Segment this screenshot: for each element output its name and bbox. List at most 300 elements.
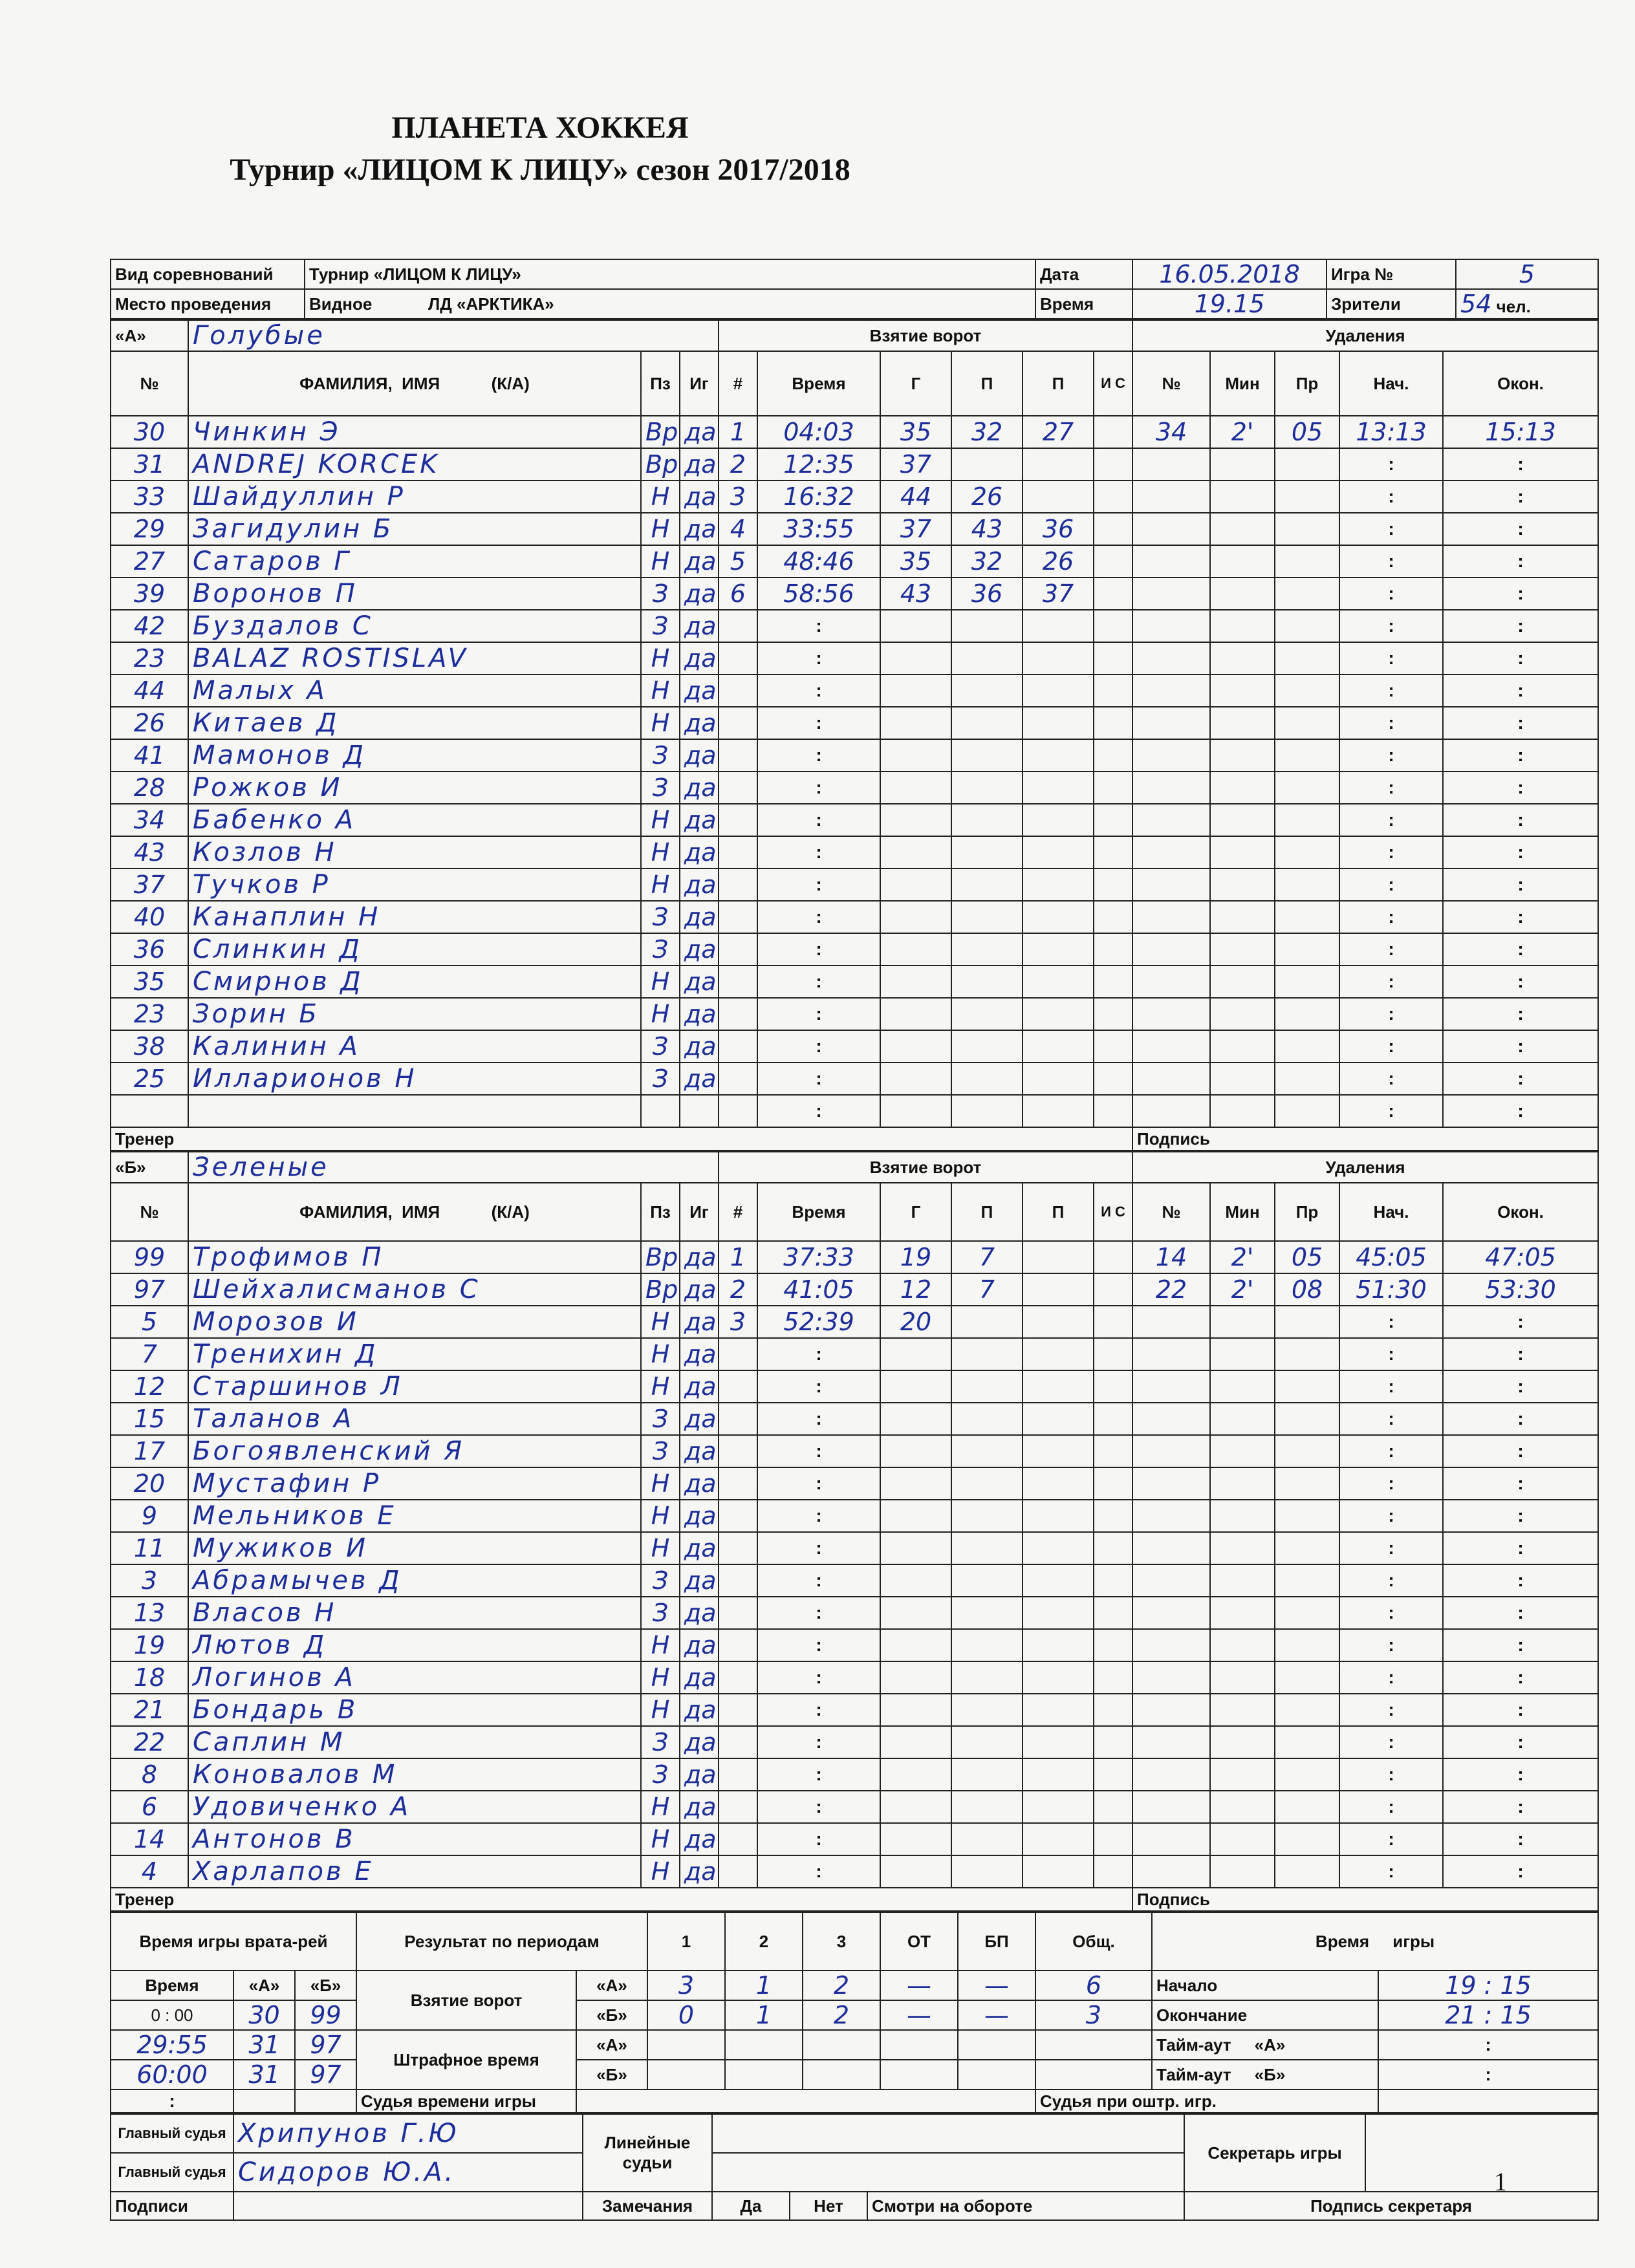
penalty-minutes [1210, 1823, 1275, 1855]
penalty-minutes [1210, 836, 1275, 869]
penalty-start: 45:05 [1339, 1241, 1443, 1273]
penalty-start: 51:30 [1339, 1273, 1443, 1306]
goal-is [1094, 1435, 1132, 1467]
goal-is [1094, 707, 1132, 739]
goal-is [1094, 1306, 1132, 1338]
secretary-label: Секретарь игры [1184, 2114, 1365, 2192]
penalty-reason [1275, 1467, 1339, 1500]
goal-scorer [880, 1435, 951, 1467]
player-name: Мельников Е [188, 1500, 641, 1532]
goal-time: : [757, 707, 880, 739]
linesmen-1 [712, 2114, 1184, 2153]
player-number: 27 [111, 545, 188, 578]
penalty-minutes: 2' [1210, 1241, 1275, 1273]
player-position: З [641, 739, 680, 772]
penalty-number: 34 [1132, 416, 1210, 448]
player-position: З [641, 578, 680, 610]
penalty-minutes [1210, 1095, 1275, 1127]
penalty-end: : [1443, 1095, 1598, 1127]
goal-assist-2 [1023, 1532, 1094, 1564]
pen-b-cell [880, 2060, 958, 2090]
goal-is [1094, 545, 1132, 578]
goal-assist-2 [1023, 1791, 1094, 1823]
goal-index [719, 1629, 757, 1661]
penalty-start: : [1339, 1597, 1443, 1629]
goal-index [719, 1403, 757, 1435]
goal-assist-2 [1023, 869, 1094, 901]
team-b-table [110, 1151, 1599, 1912]
penalty-start: : [1339, 545, 1443, 578]
player-name: Шайдуллин Р [188, 481, 641, 513]
goal-time: : [757, 1597, 880, 1629]
player-number: 23 [111, 642, 188, 675]
goal-assist-2 [1023, 1273, 1094, 1306]
goal-scorer [880, 610, 951, 642]
goal-assist-1 [951, 1435, 1023, 1467]
player-played: да [680, 1241, 719, 1273]
goal-assist-2 [1023, 1661, 1094, 1694]
period-2: 2 [725, 1912, 803, 1971]
goal-index: 5 [719, 545, 757, 578]
player-row [111, 1823, 1598, 1855]
goal-scorer: 37 [880, 448, 951, 481]
penalty-number [1132, 578, 1210, 610]
player-name: Козлов Н [188, 836, 641, 869]
player-number: 14 [111, 1823, 188, 1855]
player-position: Вр [641, 416, 680, 448]
time-value: 19.15 [1132, 289, 1326, 319]
goal-scorer [880, 998, 951, 1030]
player-name: Зорин Б [188, 998, 641, 1030]
goal-scorer [880, 1403, 951, 1435]
penalty-end: : [1443, 869, 1598, 901]
goal-is [1094, 1500, 1132, 1532]
penalty-start: : [1339, 1370, 1443, 1403]
goal-time: 52:39 [757, 1306, 880, 1338]
goal-is [1094, 739, 1132, 772]
penalty-reason [1275, 1791, 1339, 1823]
goal-scorer: 37 [880, 513, 951, 545]
goal-time: : [757, 1063, 880, 1095]
penalty-end: : [1443, 545, 1598, 578]
penalty-reason [1275, 1758, 1339, 1791]
game-label: Игра № [1326, 259, 1456, 289]
col-pen-min: Мин [1210, 351, 1275, 416]
penalty-minutes [1210, 610, 1275, 642]
goal-time: 58:56 [757, 578, 880, 610]
penalty-reason [1275, 642, 1339, 675]
penalty-start: : [1339, 1564, 1443, 1597]
player-name: Воронов П [188, 578, 641, 610]
player-position: З [641, 1726, 680, 1758]
goal-is [1094, 836, 1132, 869]
penalty-start: : [1339, 1661, 1443, 1694]
goal-scorer [880, 1726, 951, 1758]
goal-is [1094, 1241, 1132, 1273]
penalty-reason [1275, 1694, 1339, 1726]
player-row [111, 1370, 1598, 1403]
goal-time: 33:55 [757, 513, 880, 545]
goal-assist-1 [951, 933, 1023, 966]
player-name: Тренихин Д [188, 1338, 641, 1370]
penalty-reason [1275, 901, 1339, 933]
player-row [111, 998, 1598, 1030]
goal-assist-2 [1023, 1629, 1094, 1661]
spectators-unit: чел. [1496, 297, 1531, 316]
pen-b-cell [958, 2060, 1035, 2090]
penalty-end: : [1443, 1597, 1598, 1629]
player-row [111, 1791, 1598, 1823]
col-pen-pr: Пр [1275, 351, 1339, 416]
goal-scorer: 12 [880, 1273, 951, 1306]
goal-index [719, 966, 757, 998]
remarks-label: Замечания [583, 2192, 712, 2220]
penalty-reason [1275, 836, 1339, 869]
goal-time: : [757, 1532, 880, 1564]
goal-assist-2 [1023, 1694, 1094, 1726]
player-row [111, 772, 1598, 804]
periods-header: Результат по периодам [356, 1912, 647, 1971]
penalty-reason [1275, 998, 1339, 1030]
player-name: Мамонов Д [188, 739, 641, 772]
player-name: Китаев Д [188, 707, 641, 739]
penalty-reason [1275, 1855, 1339, 1888]
player-row [111, 1403, 1598, 1435]
penalty-minutes [1210, 448, 1275, 481]
penalty-start: : [1339, 1030, 1443, 1063]
goal-time: : [757, 1095, 880, 1127]
goal-index: 4 [719, 513, 757, 545]
col-pen-num: № [1132, 1183, 1210, 1241]
goal-assist-2 [1023, 1564, 1094, 1597]
player-played: да [680, 1338, 719, 1370]
penalty-reason [1275, 1095, 1339, 1127]
gk-row-time: 60:00 [111, 2060, 233, 2090]
player-name: Шейхалисманов С [188, 1273, 641, 1306]
penalty-number [1132, 675, 1210, 707]
penalty-number [1132, 869, 1210, 901]
penalty-start: : [1339, 642, 1443, 675]
penalty-reason [1275, 1030, 1339, 1063]
player-played: да [680, 1467, 719, 1500]
goal-index [719, 1694, 757, 1726]
goal-assist-1 [951, 610, 1023, 642]
penalty-end: : [1443, 1629, 1598, 1661]
goal-scorer: 43 [880, 578, 951, 610]
goal-index: 1 [719, 416, 757, 448]
player-name: Загидулин Б [188, 513, 641, 545]
player-name: Бабенко А [188, 804, 641, 836]
penalty-end: : [1443, 1823, 1598, 1855]
player-name: Тучков Р [188, 869, 641, 901]
goal-scorer [880, 707, 951, 739]
goal-index [719, 1063, 757, 1095]
player-number: 99 [111, 1241, 188, 1273]
penalty-reason [1275, 1661, 1339, 1694]
goal-time: : [757, 1823, 880, 1855]
goal-index [719, 1823, 757, 1855]
gk-row-a [233, 2090, 295, 2113]
player-name: Малых А [188, 675, 641, 707]
player-name: Калинин А [188, 1030, 641, 1063]
goal-assist-1 [951, 1403, 1023, 1435]
player-position: Н [641, 1467, 680, 1500]
goal-is [1094, 998, 1132, 1030]
penalty-number [1132, 513, 1210, 545]
player-row [111, 1532, 1598, 1564]
team-a-signature: Подпись [1132, 1127, 1598, 1150]
pen-a-tag: «А» [576, 2030, 647, 2060]
player-played: да [680, 1694, 719, 1726]
penalty-reason [1275, 545, 1339, 578]
signatures-value [233, 2192, 583, 2220]
goals-a-p1: 3 [647, 1971, 725, 2000]
penalty-number [1132, 1403, 1210, 1435]
penalty-end: : [1443, 448, 1598, 481]
gk-row-a: 31 [233, 2030, 295, 2060]
goal-assist-1 [951, 1532, 1023, 1564]
player-played: да [680, 481, 719, 513]
goal-time: : [757, 1629, 880, 1661]
player-played: да [680, 1661, 719, 1694]
player-played: да [680, 1030, 719, 1063]
remarks-yes: Да [712, 2192, 790, 2220]
goal-assist-1 [951, 772, 1023, 804]
col-pen-pr: Пр [1275, 1183, 1339, 1241]
goal-assist-1 [951, 1467, 1023, 1500]
goal-assist-2 [1023, 642, 1094, 675]
goal-assist-2 [1023, 1726, 1094, 1758]
goal-assist-1 [951, 707, 1023, 739]
player-played: да [680, 836, 719, 869]
end-label: Окончание [1152, 2000, 1378, 2030]
player-played: да [680, 739, 719, 772]
goal-assist-2: 36 [1023, 513, 1094, 545]
penalty-reason [1275, 1435, 1339, 1467]
goal-assist-1 [951, 869, 1023, 901]
player-number: 7 [111, 1338, 188, 1370]
goal-assist-2 [1023, 610, 1094, 642]
penalty-end: : [1443, 804, 1598, 836]
period-total: Общ. [1035, 1912, 1152, 1971]
goal-assist-2 [1023, 1467, 1094, 1500]
player-position: Н [641, 707, 680, 739]
penalty-end: : [1443, 1370, 1598, 1403]
player-number: 4 [111, 1855, 188, 1888]
goal-scorer [880, 1500, 951, 1532]
player-number: 19 [111, 1629, 188, 1661]
penalty-start: : [1339, 1338, 1443, 1370]
goal-is [1094, 1095, 1132, 1127]
goal-assist-2 [1023, 1030, 1094, 1063]
player-row [111, 416, 1598, 448]
goal-assist-1 [951, 1063, 1023, 1095]
player-number: 28 [111, 772, 188, 804]
pen-b-cell [725, 2060, 803, 2090]
player-position: Н [641, 481, 680, 513]
col-is: И С [1094, 351, 1132, 416]
player-played: да [680, 998, 719, 1030]
penalty-number: 22 [1132, 1273, 1210, 1306]
player-position: З [641, 1758, 680, 1791]
player-row [111, 481, 1598, 513]
goal-assist-1 [951, 448, 1023, 481]
penalty-minutes [1210, 1629, 1275, 1661]
penalty-minutes [1210, 869, 1275, 901]
goal-time: : [757, 1791, 880, 1823]
penalty-end: : [1443, 998, 1598, 1030]
player-name: Мустафин Р [188, 1467, 641, 1500]
col-pos: Пз [641, 1183, 680, 1241]
goal-is [1094, 675, 1132, 707]
goal-assist-2 [1023, 1338, 1094, 1370]
linesmen-2 [712, 2153, 1184, 2192]
team-a-penalties-header: Удаления [1132, 320, 1598, 351]
goal-is [1094, 1661, 1132, 1694]
player-row [111, 1661, 1598, 1694]
goal-assist-1 [951, 1597, 1023, 1629]
player-row [111, 448, 1598, 481]
player-name: Саплин М [188, 1726, 641, 1758]
penalty-number [1132, 1661, 1210, 1694]
penalty-start: : [1339, 1694, 1443, 1726]
goals-b-total: 3 [1035, 2000, 1152, 2030]
linesmen-label: Линейные судьи [583, 2114, 712, 2192]
goal-is [1094, 1758, 1132, 1791]
penalty-end: : [1443, 1306, 1598, 1338]
penalty-number [1132, 1758, 1210, 1791]
gk-b-col: «Б» [295, 1971, 356, 2000]
team-a-goals-header: Взятие ворот [719, 320, 1132, 351]
penalty-number [1132, 1532, 1210, 1564]
player-played: да [680, 416, 719, 448]
player-played: да [680, 1532, 719, 1564]
goal-index [719, 1855, 757, 1888]
player-position: Н [641, 1306, 680, 1338]
gk-row-time: 0 : 00 [111, 2000, 233, 2030]
penalty-number [1132, 707, 1210, 739]
goal-assist-2: 27 [1023, 416, 1094, 448]
penalty-number [1132, 1694, 1210, 1726]
goal-index [719, 772, 757, 804]
player-name: Рожков И [188, 772, 641, 804]
player-played: да [680, 675, 719, 707]
player-row [111, 1694, 1598, 1726]
head-ref-label-1: Главный судья [111, 2114, 233, 2153]
penalty-end: : [1443, 1435, 1598, 1467]
goal-scorer [880, 966, 951, 998]
penalty-start: 13:13 [1339, 416, 1443, 448]
penalty-number [1132, 1823, 1210, 1855]
spectators-cell [1456, 289, 1598, 319]
player-position: З [641, 1564, 680, 1597]
goal-scorer [880, 772, 951, 804]
period-so: БП [958, 1912, 1035, 1971]
player-row [111, 513, 1598, 545]
goal-assist-2 [1023, 481, 1094, 513]
goal-assist-1: 32 [951, 416, 1023, 448]
goal-time: : [757, 1500, 880, 1532]
goal-index [719, 1467, 757, 1500]
penalty-number [1132, 1370, 1210, 1403]
goal-index [719, 1532, 757, 1564]
player-position: Н [641, 675, 680, 707]
goal-assist-2: 26 [1023, 545, 1094, 578]
penalty-number [1132, 642, 1210, 675]
penalty-reason [1275, 1532, 1339, 1564]
player-number: 6 [111, 1791, 188, 1823]
goal-assist-2 [1023, 1758, 1094, 1791]
goal-assist-2 [1023, 772, 1094, 804]
goal-assist-2: 37 [1023, 578, 1094, 610]
goals-a-tag: «А» [576, 1971, 647, 2000]
goal-scorer [880, 1370, 951, 1403]
penalty-start: : [1339, 933, 1443, 966]
penalty-end: : [1443, 1063, 1598, 1095]
info-table [110, 259, 1599, 319]
goal-assist-1 [951, 901, 1023, 933]
goal-time: : [757, 1694, 880, 1726]
penalty-reason [1275, 1629, 1339, 1661]
penalty-end: : [1443, 1564, 1598, 1597]
player-row [111, 1726, 1598, 1758]
penalty-end: : [1443, 1338, 1598, 1370]
penalty-minutes [1210, 1370, 1275, 1403]
penalty-end: 47:05 [1443, 1241, 1598, 1273]
goal-assist-1 [951, 836, 1023, 869]
penalty-start: : [1339, 675, 1443, 707]
goal-time: : [757, 804, 880, 836]
player-position: З [641, 901, 680, 933]
player-name: Богоявленский Я [188, 1435, 641, 1467]
goal-assist-1 [951, 1500, 1023, 1532]
penalty-minutes [1210, 1467, 1275, 1500]
goal-index: 3 [719, 481, 757, 513]
player-position: Н [641, 836, 680, 869]
penalty-start: : [1339, 1726, 1443, 1758]
goal-assist-2 [1023, 1095, 1094, 1127]
goal-time: : [757, 1661, 880, 1694]
col-pen-min: Мин [1210, 1183, 1275, 1241]
goal-is [1094, 448, 1132, 481]
goal-index [719, 642, 757, 675]
goal-scorer [880, 675, 951, 707]
goal-is [1094, 1791, 1132, 1823]
penalty-minutes [1210, 1532, 1275, 1564]
goal-scorer [880, 1629, 951, 1661]
goal-assist-2 [1023, 966, 1094, 998]
player-row [111, 1564, 1598, 1597]
time-judge-value [576, 2090, 1035, 2113]
penalty-minutes [1210, 1338, 1275, 1370]
goal-scorer [880, 1095, 951, 1127]
penalty-reason [1275, 610, 1339, 642]
goal-time: : [757, 869, 880, 901]
goal-index [719, 1435, 757, 1467]
goal-is [1094, 1063, 1132, 1095]
goal-assist-2 [1023, 739, 1094, 772]
goals-a-ot: — [880, 1971, 958, 2000]
penalty-minutes [1210, 675, 1275, 707]
penalty-end: : [1443, 901, 1598, 933]
goal-scorer [880, 1467, 951, 1500]
player-row [111, 1241, 1598, 1273]
goal-assist-2 [1023, 933, 1094, 966]
player-name [188, 1095, 641, 1127]
player-played: да [680, 513, 719, 545]
penalty-end: : [1443, 1532, 1598, 1564]
goal-index [719, 1338, 757, 1370]
